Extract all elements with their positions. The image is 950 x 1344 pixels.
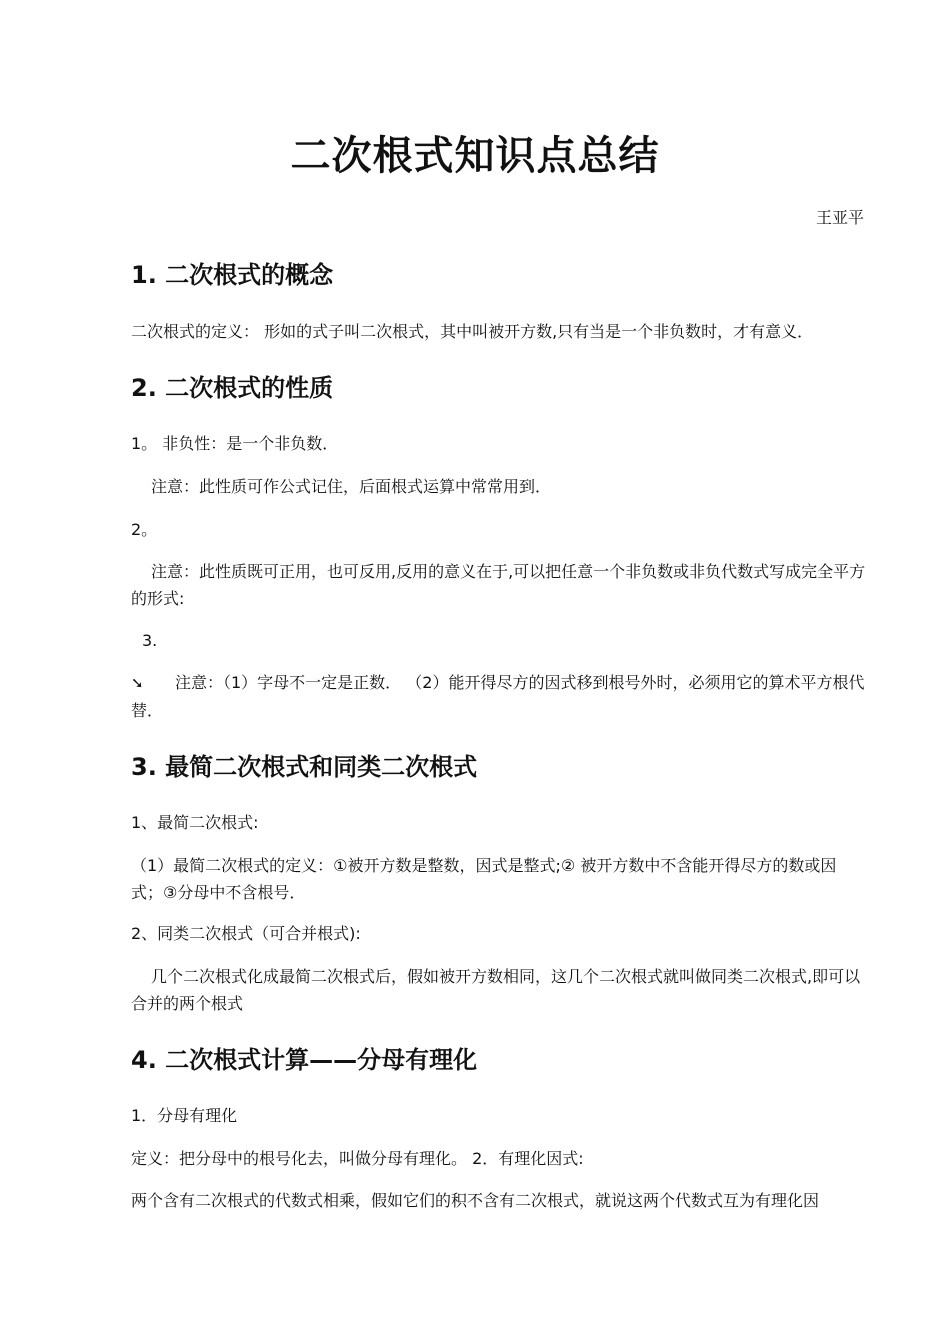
paragraph: 两个含有二次根式的代数式相乘，假如它们的积不含有二次根式，就说这两个代数式互为有理化因 [131, 1191, 820, 1210]
paragraph: 定义：把分母中的根号化去，叫做分母有理化。 2．有理化因式: [131, 1149, 584, 1168]
paragraph: 1。 非负性：是一个非负数． [131, 434, 339, 453]
paragraph: 1．分母有理化 [131, 1106, 238, 1125]
paragraph: 注意：此性质可作公式记住，后面根式运算中常常用到． [151, 477, 552, 496]
paragraph: （1）最简二次根式的定义：①被开方数是整数，因式是整式;② 被开方数中不含能开得尽方的数或因式；③分母中不含根号． [131, 856, 837, 902]
arrow-down-right-icon: ➘ [131, 674, 144, 692]
document-title: 二次根式知识点总结 [290, 133, 660, 179]
paragraph: 2、同类二次根式（可合并根式): [131, 924, 361, 943]
document-author: 王亚平 [815, 208, 864, 227]
note-text: 注意：（1）字母不一定是正数． （2）能开得尽方的因式移到根号外时，必须用它的算术平方根代替． [131, 673, 865, 720]
paragraph: 几个二次根式化成最简二次根式后，假如被开方数相同，这几个二次根式就叫做同类二次根式,即可以合并的两个根式 [131, 967, 861, 1013]
paragraph: 二次根式的定义： 形如的式子叫二次根式，其中叫被开方数,只有当是一个非负数时，才有意义． [131, 322, 814, 341]
paragraph: 注意：此性质既可正用，也可反用,反用的意义在于,可以把任意一个非负数或非负代数式写成完全平方的形式: [131, 562, 866, 608]
section-heading-concept: 1. 二次根式的概念 [131, 261, 334, 289]
paragraph: 3. [142, 631, 158, 650]
note-paragraph [131, 669, 866, 724]
section-heading-properties: 2. 二次根式的性质 [131, 374, 334, 402]
section-heading-rationalization: 4. 二次根式计算——分母有理化 [131, 1046, 478, 1074]
paragraph: 1、最简二次根式: [131, 813, 259, 832]
paragraph: 2。 [131, 520, 158, 539]
section-heading-simplest-radicals: 3. 最简二次根式和同类二次根式 [131, 753, 478, 781]
